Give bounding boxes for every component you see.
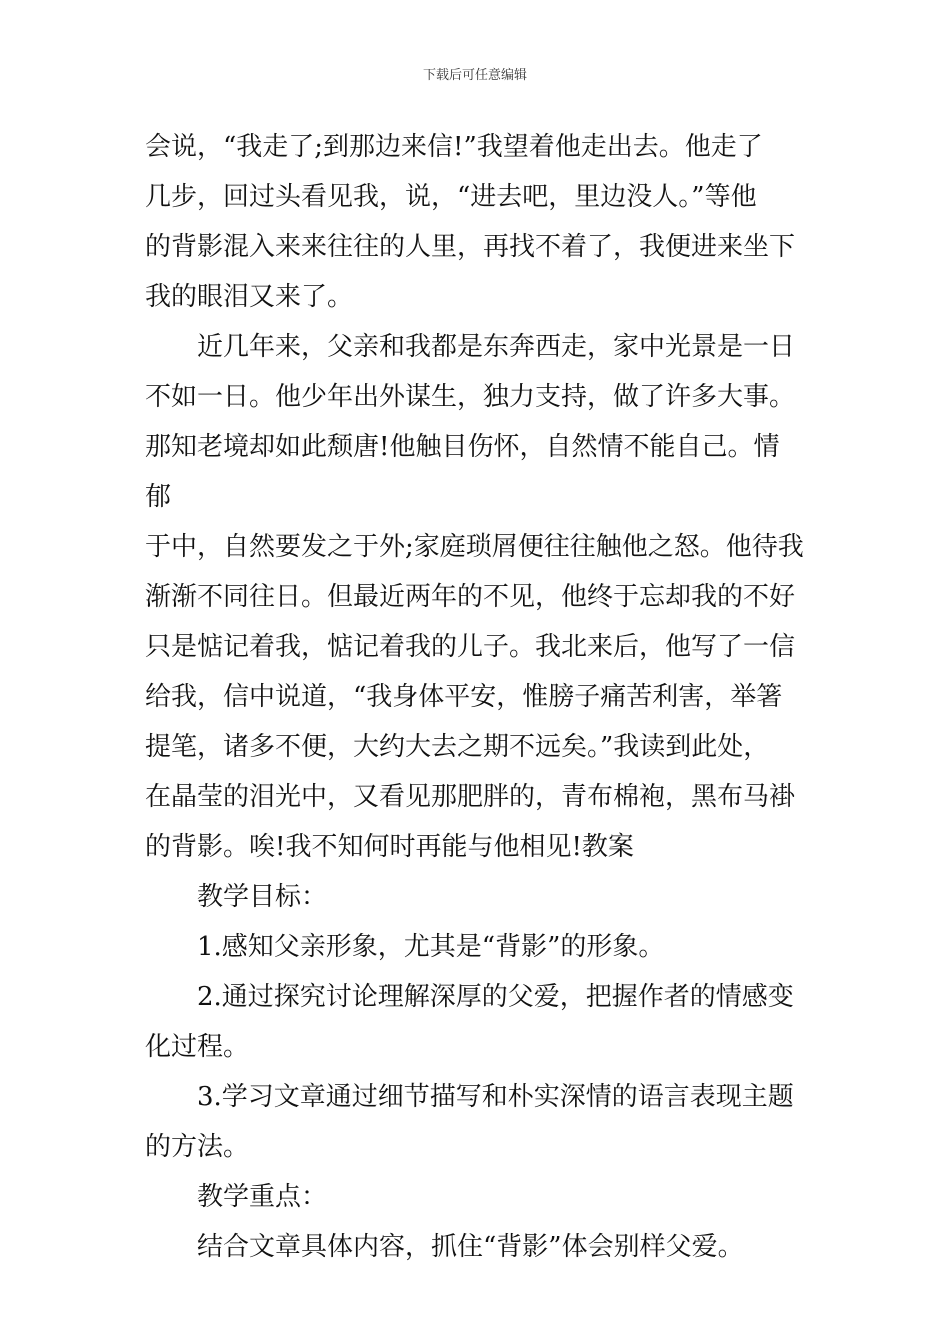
page-header: 下载后可任意编辑 [422, 68, 527, 83]
text-line: 2.通过探究讨论理解深厚的父爱，把握作者的情感变 [197, 982, 794, 1012]
text-line: 于中，自然要发之于外;家庭琐屑便往往触他之怒。他待我 [145, 532, 804, 562]
text-line: 3.学习文章通过细节描写和朴实深情的语言表现主题 [197, 1082, 794, 1112]
text-line: 几步，回过头看见我，说，“进去吧，里边没人。”等他 [145, 182, 757, 212]
text-line: 近几年来，父亲和我都是东奔西走，家中光景是一日 [197, 332, 796, 362]
heading-teaching-focus [145, 1172, 805, 1222]
focus-item [145, 1222, 805, 1272]
text-line: 的方法。 [145, 1132, 250, 1162]
text-line: 那知老境却如此颓唐!他触目伤怀，自然情不能自己。情郁 [145, 432, 780, 512]
text-line: 教学目标： [197, 882, 328, 912]
paragraph-recent-years [145, 322, 805, 872]
text-line: 只是惦记着我，惦记着我的儿子。我北来后，他写了一信 [145, 632, 796, 662]
text-line: 在晶莹的泪光中，又看见那肥胖的，青布棉袍，黑布马褂 [145, 782, 796, 812]
text-line: 不如一日。他少年出外谋生，独力支持，做了许多大事。 [145, 382, 796, 412]
text-line: 给我，信中说道，“我身体平安，惟膀子痛苦利害，举箸 [145, 682, 783, 712]
text-line: 会说，“我走了;到那边来信!”我望着他走出去。他走了 [145, 132, 763, 162]
heading-teaching-goals [145, 872, 805, 922]
text-line: 我的眼泪又来了。 [145, 282, 354, 312]
paragraph-farewell [145, 122, 805, 322]
goal-item-3 [145, 1072, 805, 1172]
document-body [145, 122, 805, 1272]
text-line: 1.感知父亲形象，尤其是“背影”的形象。 [197, 932, 665, 962]
text-line: 渐渐不同往日。但最近两年的不见，他终于忘却我的不好 [145, 582, 796, 612]
text-line: 结合文章具体内容，抓住“背影”体会别样父爱。 [197, 1232, 744, 1262]
text-line: 的背影。唉!我不知何时再能与他相见!教案 [145, 832, 634, 862]
text-line: 化过程。 [145, 1032, 250, 1062]
goal-item-2 [145, 972, 805, 1072]
text-line: 的背影混入来来往往的人里，再找不着了，我便进来坐下 [145, 232, 796, 262]
text-line: 教学重点： [197, 1182, 328, 1212]
goal-item-1 [145, 922, 805, 972]
text-line: 提笔，诸多不便，大约大去之期不远矣。”我读到此处， [145, 732, 770, 762]
